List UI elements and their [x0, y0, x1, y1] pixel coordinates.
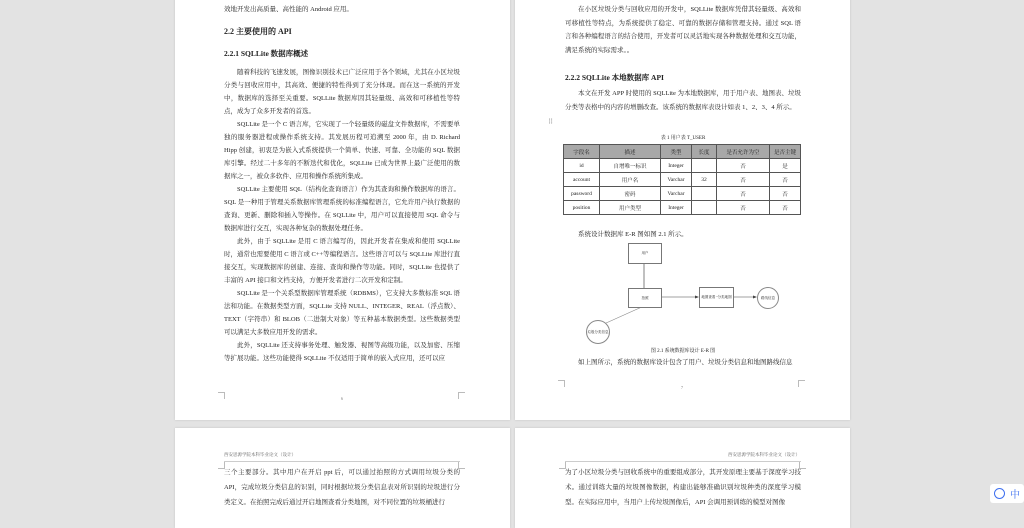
- paragraph: SQLLite 是一个 C 语言库，它实现了一个轻量级的磁盘文件数据库，不需要单独的服务器进程或操作系统支持。其发展历程可追溯至 2000 年，由 D. Richard Hipp 创建，初衷是为嵌入式系统提供一个简单、快速、可靠、全功能的 SQL 数据库引擎。经过二十多年的不断迭代和优化，SQLLite 已成为世界上最广泛使用的数据库之一，被众多软件、应用和操作系统所集成。: [224, 121, 460, 180]
- header-rule: [224, 461, 460, 462]
- ime-language-label: 中: [1010, 490, 1020, 501]
- heading-2-2-2: 2.2.2 SQLLite 本地数据库 API: [565, 73, 664, 82]
- drag-handle-icon[interactable]: ⠿: [548, 118, 554, 126]
- entity-user: 用户: [628, 243, 662, 264]
- attribute-waste-info: 垃圾分类信息: [586, 320, 610, 344]
- column-header: 描述: [600, 145, 661, 159]
- cell: 否: [770, 201, 801, 215]
- cell: password: [564, 187, 600, 201]
- page-7: [515, 0, 850, 420]
- entity-photo: 拍照: [628, 288, 662, 308]
- margin-mark: [558, 380, 565, 387]
- column-header: 是否主键: [770, 145, 801, 159]
- cell: 自增唯一标识: [600, 159, 661, 173]
- ime-indicator[interactable]: [990, 484, 1024, 503]
- header-rule: [565, 461, 801, 462]
- intro-line: 效地开发出高质量、高性能的 Android 应用。: [224, 6, 353, 13]
- er-intro: 系统设计数据库 E-R 图如图 2.1 所示。: [578, 231, 688, 238]
- figure-caption: 图 2.1 系统数据库设计 E-R 图: [650, 349, 716, 354]
- ime-logo-icon: [994, 488, 1005, 499]
- attribute-route: 路线信息: [757, 287, 779, 309]
- page-number: 7: [681, 385, 683, 390]
- entity-map: 地图查看 "分类地图: [699, 287, 734, 308]
- cell: 32: [692, 173, 717, 187]
- page-9: [515, 428, 850, 528]
- cell: Varchar: [661, 187, 692, 201]
- cell: 否: [717, 201, 770, 215]
- cell: 否: [717, 159, 770, 173]
- cell: 是: [770, 159, 801, 173]
- page-6: [175, 0, 510, 420]
- margin-mark: [218, 392, 225, 399]
- margin-mark: [798, 380, 805, 387]
- body-text: [224, 66, 460, 365]
- running-header: 西安思源学院本科毕业论文（设计）: [224, 452, 296, 457]
- paragraph: 在小区垃圾分类与回收应用的开发中，SQLLite 数据库凭借其轻量级、高效和可移植性等特点，为系统提供了稳定、可靠的数据存储和管理支持。通过 SQL 语言和各种编程语言的结合使用，开发者可以灵活地实现各种数据处理和交互功能，满足系统的实际需求。。: [565, 6, 801, 54]
- cell: 否: [717, 173, 770, 187]
- cell: 密码: [600, 187, 661, 201]
- cell: 否: [770, 187, 801, 201]
- cell: 用户名: [600, 173, 661, 187]
- page-number: 6: [341, 396, 343, 401]
- paragraph: 本文在开发 APP 时使用的 SQLLite 为本地数据库，用于用户表、地图表、垃圾分类等表格中的内容的增删改查。该系统的数据库表设计如表 1、2、3、4 所示。: [565, 90, 801, 111]
- heading-2-2: 2.2 主要使用的 API: [224, 27, 292, 36]
- column-header: 字段名: [564, 145, 600, 159]
- cell: Varchar: [661, 173, 692, 187]
- paragraph: 此外，SQLLite 还支持事务处理、触发器、视图等高级功能，以及加密、压缩等扩展功能。这些功能使得 SQLLite 不仅适用于简单的嵌入式应用，还可以应: [224, 342, 460, 362]
- paragraph: SQLLite 主要使用 SQL（结构化查询语言）作为其查询和操作数据库的语言。SQL 是一种用于管理关系数据库管理系统的标准编程语言，它允许用户执行数据的查询、更新、删除和插入等操作。在 SQLLite 中，用户可以直接使用 SQL 命令与数据库进行交互，实现各种复杂的数据处理任务。: [224, 186, 460, 232]
- paragraph: 随着科技的飞速发展，图像识别技术已广泛应用于各个领域，尤其在小区垃圾分类与回收应用中，其高效、便捷的特性得到了充分体现。而在这一系统的开发中，数据库的选择至关重要。SQLLite 数据库因其轻量级、高效和可移植性等特点，成为了众多开发者的首选。: [224, 69, 460, 115]
- heading-2-2-1: 2.2.1 SQLLite 数据库概述: [224, 49, 309, 58]
- cell: 用户类型: [600, 201, 661, 215]
- cell: 否: [770, 173, 801, 187]
- paragraph: SQLLite 是一个关系型数据库管理系统（RDBMS），它支持大多数标准 SQL 语法和功能。在数据类型方面，SQLLite 支持 NULL、INTEGER、REAL（浮点数）、TEXT（字符串）和 BLOB（二进制大对象）等五种基本数据类型。这些数据类型可以满足大多数应用开发的需求。: [224, 290, 460, 336]
- column-header: 是否允许为空: [717, 145, 770, 159]
- cell: Integer: [661, 201, 692, 215]
- body-text: 为了小区垃圾分类与回收系统中的重要组成部分，其开发原理主要基于深度学习技术。通过训练大量的垃圾图像数据，构建出能够准确识别垃圾种类的深度学习模型。在实际应用中，当用户上传垃圾图像后，API 会调用预训练的模型对图像: [565, 469, 801, 506]
- table-caption: 表 1 用户表 T_USER: [660, 136, 706, 141]
- body-text: 三个主要部分。其中用户在开启 ppt 后，可以通过拍照的方式调用垃圾分类的 API，完成垃圾分类信息的识别，同时根据垃圾分类信息表对所识别的垃圾进行分类定义。在拍照完成后通过开启地图查看分类地图，对不同位置的垃圾桶进行: [224, 469, 460, 506]
- cell: Integer: [661, 159, 692, 173]
- page-8: [175, 428, 510, 528]
- cell: account: [564, 173, 600, 187]
- column-header: 类型: [661, 145, 692, 159]
- cell: 否: [717, 187, 770, 201]
- cell: id: [564, 159, 600, 173]
- running-header: 西安思源学院本科毕业论文（设计）: [728, 452, 800, 457]
- cell: position: [564, 201, 600, 215]
- last-line: 如上图所示，系统的数据库设计包含了用户、垃圾分类信息和地图路线信息: [578, 359, 793, 366]
- column-header: 长度: [692, 145, 717, 159]
- paragraph: 此外，由于 SQLLite 是用 C 语言编写的，因此开发者在集成和使用 SQLLite 时，通常也需要使用 C 语言或 C++等编程语言。这些语言可以与 SQLLite 库进行直接交互，实现数据库的创建、连接、查询和操作等功能。同时，SQLLite 也提供了丰富的 API 接口和文档支持，方便开发者进行二次开发和定制。: [224, 238, 460, 284]
- margin-mark: [458, 392, 465, 399]
